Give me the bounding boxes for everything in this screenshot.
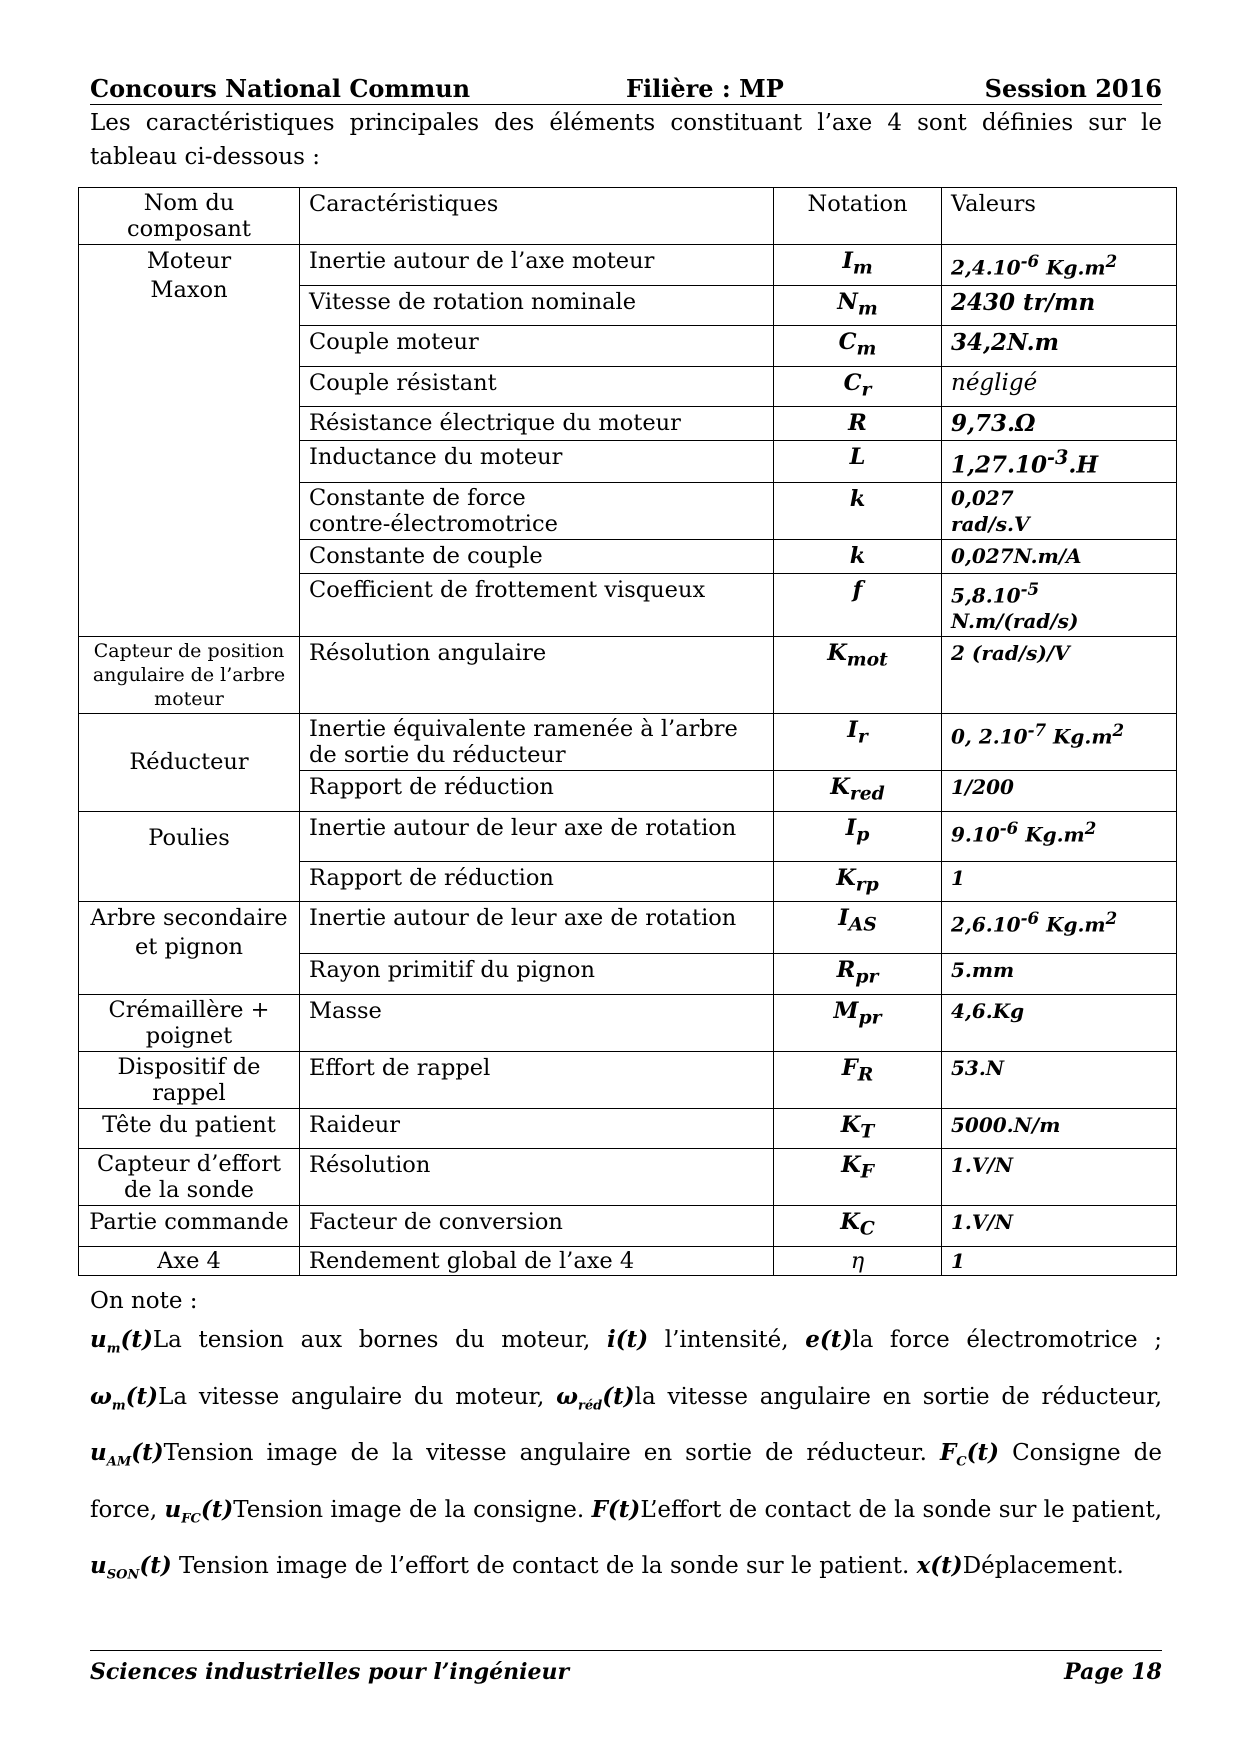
value-cell: 1.V/N [942, 1149, 1177, 1206]
component-cell: Crémaillère + poignet [79, 994, 300, 1051]
value-cell: $1,27.10^{-3}.H$ [942, 441, 1177, 483]
characteristic-cell: Raideur [300, 1108, 774, 1149]
notation-cell: k [774, 482, 942, 539]
characteristic-cell: Inertie autour de leur axe de rotation [300, 902, 774, 954]
header-characteristics: Caractéristiques [300, 188, 774, 245]
value-cell: 0,027N.m/A [942, 539, 1177, 573]
component-cell: Arbre secondaire et pignon [79, 902, 300, 995]
value-cell: 5000.N/m [942, 1108, 1177, 1149]
session-year: Session 2016 [984, 74, 1162, 103]
characteristic-cell: Constante de couple [300, 539, 774, 573]
value-cell: 2430 tr/mn [942, 285, 1177, 326]
value-cell: $5,8.10^{-5}$ N.m/(rad/s) [942, 573, 1177, 637]
component-cell: Capteur d’effort de la sonde [79, 1149, 300, 1206]
characteristic-cell: Résolution angulaire [300, 637, 774, 714]
notation-cell: $F_R$ [774, 1051, 942, 1108]
characteristic-cell: Résistance électrique du moteur [300, 407, 774, 441]
value-cell: 9,73.Ω [942, 407, 1177, 441]
component-cell: Partie commande [79, 1206, 300, 1247]
symbol-f: F(t) [591, 1495, 641, 1523]
value-cell: 53.N [942, 1051, 1177, 1108]
value-cell: 4,6.Kg [942, 994, 1177, 1051]
symbol-ufc: $u_{FC}(t)$ [164, 1495, 234, 1527]
table-row [79, 714, 1177, 771]
characteristic-cell: Rayon primitif du pignon [300, 954, 774, 995]
table-row [79, 637, 1177, 714]
notation-cell: $C_m$ [774, 326, 942, 367]
symbol-x: x(t) [916, 1552, 963, 1580]
characteristic-cell: Constante de force contre-électromotrice [300, 482, 774, 539]
value-cell: 1 [942, 1246, 1177, 1275]
characteristic-cell: Coefficient de frottement visqueux [300, 573, 774, 637]
value-cell: 1.V/N [942, 1206, 1177, 1247]
characteristic-cell: Rapport de réduction [300, 771, 774, 812]
notation-cell: R [774, 407, 942, 441]
table-row [79, 1108, 1177, 1149]
characteristic-cell: Rendement global de l’axe 4 [300, 1246, 774, 1275]
symbol-e: e(t) [805, 1326, 853, 1353]
component-cell: Capteur de position angulaire de l’arbre moteur [79, 637, 300, 714]
symbol-fc: $F_C(t)$ [939, 1439, 1000, 1470]
symbol-i: i(t) [606, 1326, 649, 1353]
page-header [90, 74, 1162, 105]
table-header-row [79, 188, 1177, 245]
table-row [79, 245, 1177, 286]
component-cell: Dispositif de rappel [79, 1051, 300, 1108]
header-values: Valeurs [942, 188, 1177, 245]
characteristic-cell: Inertie équivalente ramenée à l’arbre de sortie du réducteur [300, 714, 774, 771]
component-cell: Moteur Maxon [79, 245, 300, 637]
table-row [79, 1246, 1177, 1275]
value-cell: 2 (rad/s)/V [942, 637, 1177, 714]
notation-cell: $C_r$ [774, 366, 942, 407]
notation-notes [90, 1286, 1162, 1599]
subject-name: Sciences industrielles pour l’ingénieur [90, 1659, 570, 1685]
exam-name: Concours National Commun [90, 74, 471, 103]
notation-cell: $I_r$ [774, 714, 942, 771]
characteristics-table [78, 187, 1177, 1276]
characteristic-cell: Inertie autour de leur axe de rotation [300, 811, 774, 861]
characteristic-cell: Inertie autour de l’axe moteur [300, 245, 774, 286]
component-cell: Réducteur [79, 714, 300, 812]
symbol-um: $u_m(t)$ [90, 1326, 153, 1357]
component-cell: Poulies [79, 811, 300, 902]
component-cell: Axe 4 [79, 1246, 300, 1275]
intro-paragraph: Les caractéristiques principales des éléments constituant l’axe 4 sont définies sur le tableau ci-dessous : [90, 110, 1162, 170]
value-cell: 0, $2.10^{-7}$ $Kg.m^2$ [942, 714, 1177, 771]
header-notation: Notation [774, 188, 942, 245]
notation-cell: $K_C$ [774, 1206, 942, 1247]
characteristic-cell: Masse [300, 994, 774, 1051]
notation-cell: $K_T$ [774, 1108, 942, 1149]
characteristic-cell: Couple moteur [300, 326, 774, 367]
value-cell: $2,4.10^{-6}$ $Kg.m^2$ [942, 245, 1177, 286]
table-row [79, 1149, 1177, 1206]
notation-cell: $R_{pr}$ [774, 954, 942, 995]
characteristic-cell: Couple résistant [300, 366, 774, 407]
table-row [79, 994, 1177, 1051]
symbol-uam: $u_{AM}(t)$ [90, 1439, 164, 1470]
value-cell: 1/200 [942, 771, 1177, 812]
notation-cell: $M_{pr}$ [774, 994, 942, 1051]
notation-cell: η [774, 1246, 942, 1275]
notation-cell: $I_p$ [774, 811, 942, 861]
page-footer [90, 1650, 1162, 1685]
notation-cell: $K_F$ [774, 1149, 942, 1206]
table-row [79, 811, 1177, 861]
symbol-omega-red: $\omega_{réd}(t)$ [556, 1382, 635, 1414]
notation-cell: $I_m$ [774, 245, 942, 286]
notation-cell: $K_{rp}$ [774, 861, 942, 902]
value-cell: $9.10^{-6}$ $Kg.m^2$ [942, 811, 1177, 861]
symbol-uson: $u_{SON}(t)$ [90, 1552, 172, 1583]
characteristic-cell: Rapport de réduction [300, 861, 774, 902]
characteristic-cell: Résolution [300, 1149, 774, 1206]
header-component: Nom du composant [79, 188, 300, 245]
characteristic-cell: Facteur de conversion [300, 1206, 774, 1247]
value-cell: négligé [942, 366, 1177, 407]
table-row [79, 1206, 1177, 1247]
table-row [79, 1051, 1177, 1108]
characteristic-cell: Vitesse de rotation nominale [300, 285, 774, 326]
notation-cell: $K_{mot}$ [774, 637, 942, 714]
symbol-omega-m: $\omega_m(t)$ [90, 1382, 159, 1414]
notation-cell: k [774, 539, 942, 573]
table-row [79, 902, 1177, 954]
value-cell: 0,027 rad/s.V [942, 482, 1177, 539]
value-cell: 34,2N.m [942, 326, 1177, 367]
page-number: Page 18 [1064, 1659, 1162, 1685]
notation-cell: L [774, 441, 942, 483]
value-cell: 5.mm [942, 954, 1177, 995]
notation-cell: $N_m$ [774, 285, 942, 326]
notes-intro: On note : [90, 1288, 198, 1314]
characteristic-cell: Inductance du moteur [300, 441, 774, 483]
notation-cell: f [774, 573, 942, 637]
track-name: Filière : MP [626, 74, 784, 103]
notes-body: $u_m(t)La$ tension aux bornes du moteur, i(t) l’intensité, e(t)la force électromotrice ; $\omega_m(t)La$ vitesse angulaire du moteur, $\omega_{réd}(t)la$ vitesse angulaire en sortie de réducteur, $u_{AM}(t)Tension$ image de la vitesse angulaire en sortie de réducteur. $F_C(t)$ Consigne de force, $u_{FC}(t)Tension$ image de la consigne. F(t)L’effort de contact de la sonde sur le patient, $u_{SON}(t)$ Tension image de l’effort de contact de la sonde sur le patient. x(t)Déplacement. [90, 1326, 1163, 1583]
characteristic-cell: Effort de rappel [300, 1051, 774, 1108]
notation-cell: $K_{red}$ [774, 771, 942, 812]
value-cell: $2,6.10^{-6}$ $Kg.m^2$ [942, 902, 1177, 954]
value-cell: 1 [942, 861, 1177, 902]
component-cell: Tête du patient [79, 1108, 300, 1149]
notation-cell: $I_{AS}$ [774, 902, 942, 954]
